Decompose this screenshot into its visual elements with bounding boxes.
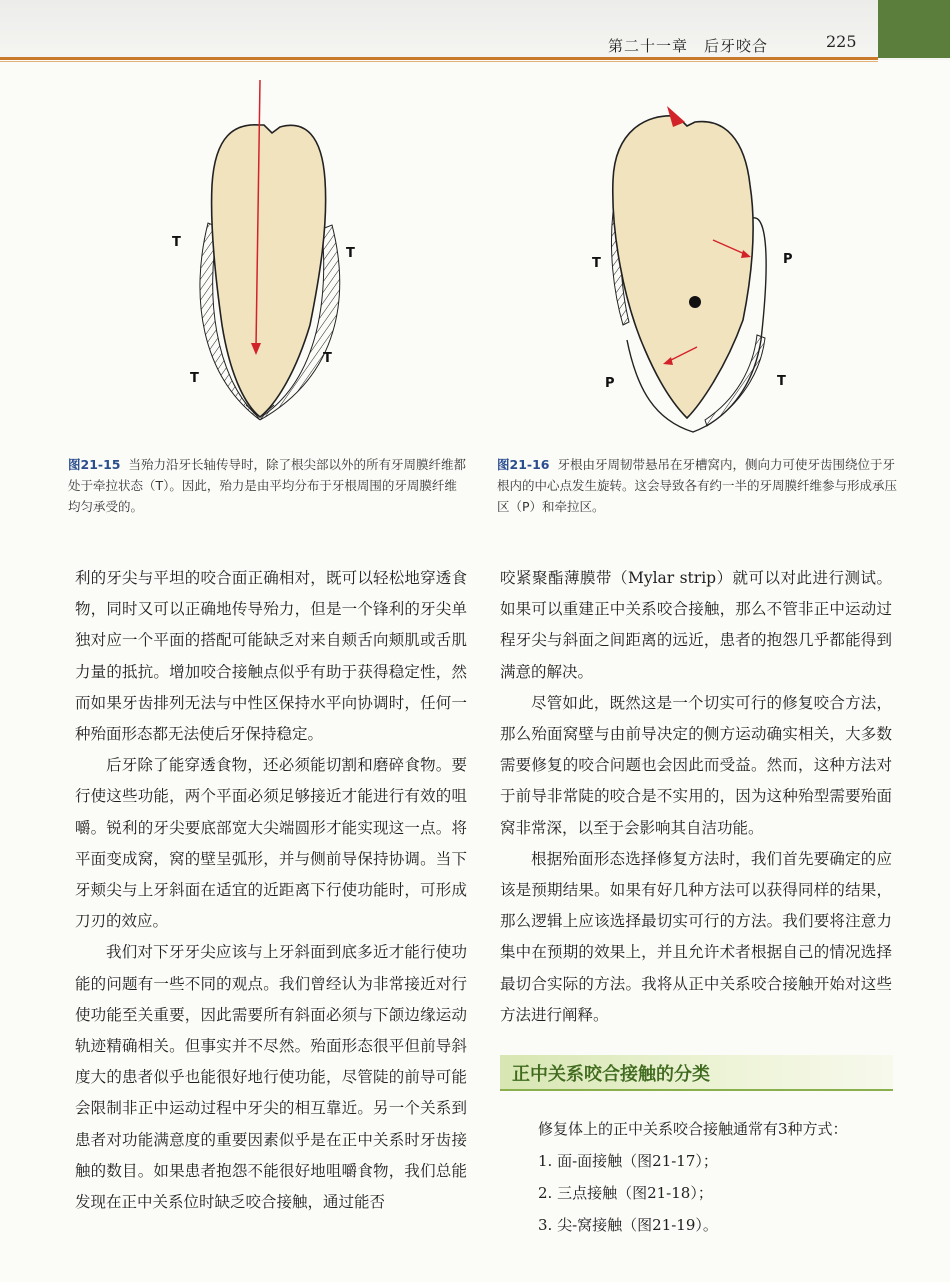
- list-item: 1. 面-面接触（图21-17）；: [538, 1152, 718, 1170]
- figure-21-16: [575, 100, 815, 445]
- tooth-outline: [613, 116, 753, 418]
- pressure-label: P: [605, 376, 615, 391]
- section-heading: 正中关系咬合接触的分类: [512, 1064, 710, 1085]
- tension-label: T: [592, 256, 601, 271]
- page-header: [0, 0, 950, 60]
- tooth-lateral-load-illustration: [575, 100, 815, 445]
- paragraph: 我们对下牙牙尖应该与上牙斜面到底多近才能行使功能的问题有一些不同的观点。我们曾经认为非常接近对行使功能至关重要，因此需要所有斜面必须与下颌边缘运动轨迹精确相关。但事实并不尽然。殆面形态很平但前导斜度大的患者似乎也能很好地行使功能，尽管陡的前导可能会限制非正中运动过程中牙尖的相互靠近。另一个关系到患者对功能满意度的重要因素似乎是在正中关系时牙齿接触的数目。如果患者抱怨不能很好地咀嚼食物，我们总能发现在正中关系位时缺乏咬合接触，通过能否: [75, 943, 467, 1212]
- corner-tab: [878, 0, 950, 58]
- caption-text: 牙根由牙周韧带悬吊在牙槽窝内，侧向力可使牙齿围绕位于牙根内的中心点发生旋转。这会导致各有约一半的牙周膜纤维参与形成承压区（P）和牵拉区。: [497, 457, 898, 514]
- rotation-center: [689, 296, 701, 308]
- header-rule-thin: [0, 61, 878, 62]
- list-item: 3. 尖-窝接触（图21-19）。: [538, 1216, 718, 1234]
- paragraph: 利的牙尖与平坦的咬合面正确相对，既可以轻松地穿透食物，同时又可以正确地传导殆力，但是一个锋利的牙尖单独对应一个平面的搭配可能缺乏对来自颊舌向颊肌或舌肌力量的抵抗。增加咬合接触点似乎有助于获得稳定性，然而如果牙齿排列无法与中性区保持水平向协调时，任何一种殆面形态都无法使后牙保持稳定。: [75, 569, 467, 744]
- paragraph: 咬紧聚酯薄膜带（Mylar strip）就可以对此进行测试。如果可以重建正中关系咬合接触，那么不管非正中运动过程牙尖与斜面之间距离的远近，患者的抱怨几乎都能得到满意的解决。: [500, 569, 892, 681]
- right-text-column: [500, 563, 892, 1031]
- tension-label: T: [346, 246, 355, 261]
- left-text-column: [75, 563, 467, 1218]
- tension-label: T: [777, 374, 786, 389]
- section-heading-rule: [500, 1089, 893, 1091]
- contact-types-list: [538, 1113, 898, 1241]
- figure-number: 图21-16: [497, 457, 550, 472]
- list-item: 2. 三点接触（图21-18）；: [538, 1184, 713, 1202]
- figure-number: 图21-15: [68, 457, 121, 472]
- paragraph: 尽管如此，既然这是一个切实可行的修复咬合方法，那么殆面窝壁与由前导决定的侧方运动确实相关，大多数需要修复的咬合问题也会因此而受益。然而，这种方法对于前导非常陡的咬合是不实用的，因为这种殆型需要殆面窝非常深，以至于会影响其自洁功能。: [500, 693, 892, 837]
- figure-caption-21-15: [68, 454, 468, 517]
- tension-label: T: [190, 371, 199, 386]
- paragraph: 根据殆面形态选择修复方法时，我们首先要确定的应该是预期结果。如果有好几种方法可以获得同样的结果，那么逻辑上应该选择最切实可行的方法。我们要将注意力集中在预期的效果上，并且允许术者根据自己的情况选择最切合实际的方法。我将从正中关系咬合接触开始对这些方法进行阐释。: [500, 849, 892, 1024]
- pressure-label: P: [783, 252, 793, 267]
- header-rule: [0, 57, 878, 60]
- chapter-title: 第二十一章 后牙咬合: [608, 37, 769, 55]
- tension-label: T: [323, 351, 332, 366]
- tension-label: T: [172, 235, 181, 250]
- list-intro: 修复体上的正中关系咬合接触通常有3种方式：: [538, 1120, 848, 1138]
- caption-text: 当殆力沿牙长轴传导时，除了根尖部以外的所有牙周膜纤维都处于牵拉状态（T）。因此，殆力是由平均分布于牙根周围的牙周膜纤维均匀承受的。: [68, 457, 466, 514]
- page-number: 225: [826, 32, 857, 51]
- figure-caption-21-16: [497, 454, 897, 517]
- figure-21-15: [160, 75, 380, 445]
- paragraph: 后牙除了能穿透食物，还必须能切割和磨碎食物。要行使这些功能，两个平面必须足够接近才能进行有效的咀嚼。锐利的牙尖要底部宽大尖端圆形才能实现这一点。将平面变成窝，窝的壁呈弧形，并与侧前导保持协调。当下牙颊尖与上牙斜面在适宜的近距离下行使功能时，可形成刀刃的效应。: [75, 756, 467, 931]
